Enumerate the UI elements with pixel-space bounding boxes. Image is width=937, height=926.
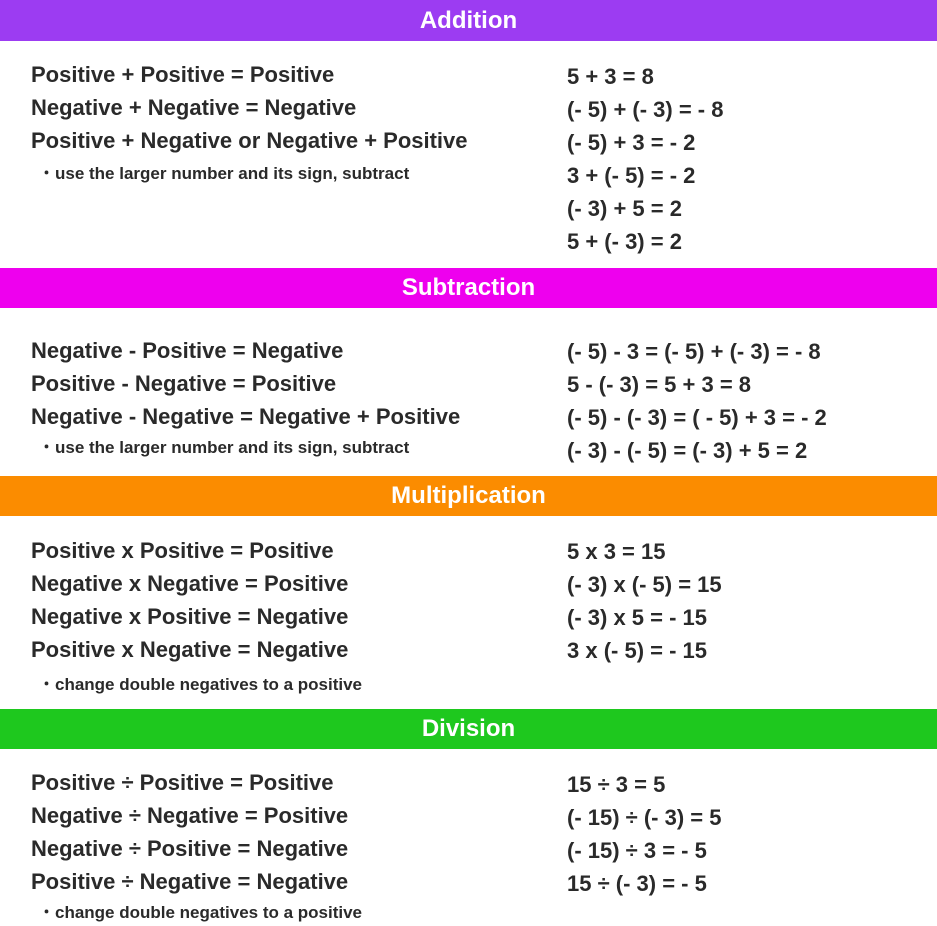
- subtraction-example-1: (- 5) - 3 = (- 5) + (- 3) = - 8: [567, 339, 821, 364]
- multiplication-example-3: (- 3) x 5 = - 15: [567, 605, 708, 630]
- multiplication-example-2: (- 3) x (- 5) = 15: [567, 572, 722, 597]
- subtraction-example-2: 5 - (- 3) = 5 + 3 = 8: [567, 372, 752, 397]
- subtraction-header: [0, 268, 937, 308]
- addition-example-5: (- 3) + 5 = 2: [567, 196, 682, 221]
- division-note: ・change double negatives to a positive: [38, 903, 363, 922]
- division-rule-4: Positive ÷ Negative = Negative: [31, 869, 349, 894]
- division-example-3: (- 15) ÷ 3 = - 5: [567, 838, 707, 863]
- subtraction-example-4: (- 3) - (- 5) = (- 3) + 5 = 2: [567, 438, 808, 463]
- addition-example-4: 3 + (- 5) = - 2: [567, 163, 696, 188]
- division-example-2: (- 15) ÷ (- 3) = 5: [567, 805, 722, 830]
- addition-title: Addition: [419, 7, 518, 34]
- division-rule-2: Negative ÷ Negative = Positive: [31, 803, 349, 828]
- subtraction-example-3: (- 5) - (- 3) = ( - 5) + 3 = - 2: [567, 405, 827, 430]
- addition-example-6: 5 + (- 3) = 2: [567, 229, 682, 254]
- subtraction-rule-2: Positive - Negative = Positive: [31, 371, 337, 396]
- division-header: [0, 709, 937, 749]
- division-rule-3: Negative ÷ Positive = Negative: [31, 836, 349, 861]
- division-example-1: 15 ÷ 3 = 5: [567, 772, 666, 797]
- subtraction-rule-3: Negative - Negative = Negative + Positive: [31, 404, 461, 429]
- division-title: Division: [421, 715, 516, 742]
- multiplication-rule-2: Negative x Negative = Positive: [31, 571, 349, 596]
- division-example-4: 15 ÷ (- 3) = - 5: [567, 871, 707, 896]
- division-rule-1: Positive ÷ Positive = Positive: [31, 770, 334, 795]
- multiplication-title: Multiplication: [391, 482, 546, 509]
- multiplication-header: [0, 476, 937, 516]
- addition-header: [0, 0, 937, 41]
- addition-example-2: (- 5) + (- 3) = - 8: [567, 97, 724, 122]
- addition-example-3: (- 5) + 3 = - 2: [567, 130, 696, 155]
- subtraction-rule-1: Negative - Positive = Negative: [31, 338, 344, 363]
- addition-example-1: 5 + 3 = 8: [567, 64, 654, 89]
- addition-rule-3: Positive + Negative or Negative + Positive: [31, 128, 468, 153]
- addition-note: ・use the larger number and its sign, subtract: [38, 164, 410, 183]
- subtraction-note: ・use the larger number and its sign, subtract: [38, 438, 410, 457]
- multiplication-rule-3: Negative x Positive = Negative: [31, 604, 349, 629]
- multiplication-example-1: 5 x 3 = 15: [567, 539, 666, 564]
- addition-rule-1: Positive + Positive = Positive: [31, 62, 335, 87]
- subtraction-title: Subtraction: [401, 274, 536, 301]
- multiplication-rule-1: Positive x Positive = Positive: [31, 538, 334, 563]
- addition-rule-2: Negative + Negative = Negative: [31, 95, 357, 120]
- multiplication-example-4: 3 x (- 5) = - 15: [567, 638, 708, 663]
- multiplication-rule-4: Positive x Negative = Negative: [31, 637, 349, 662]
- multiplication-note: ・change double negatives to a positive: [38, 675, 363, 694]
